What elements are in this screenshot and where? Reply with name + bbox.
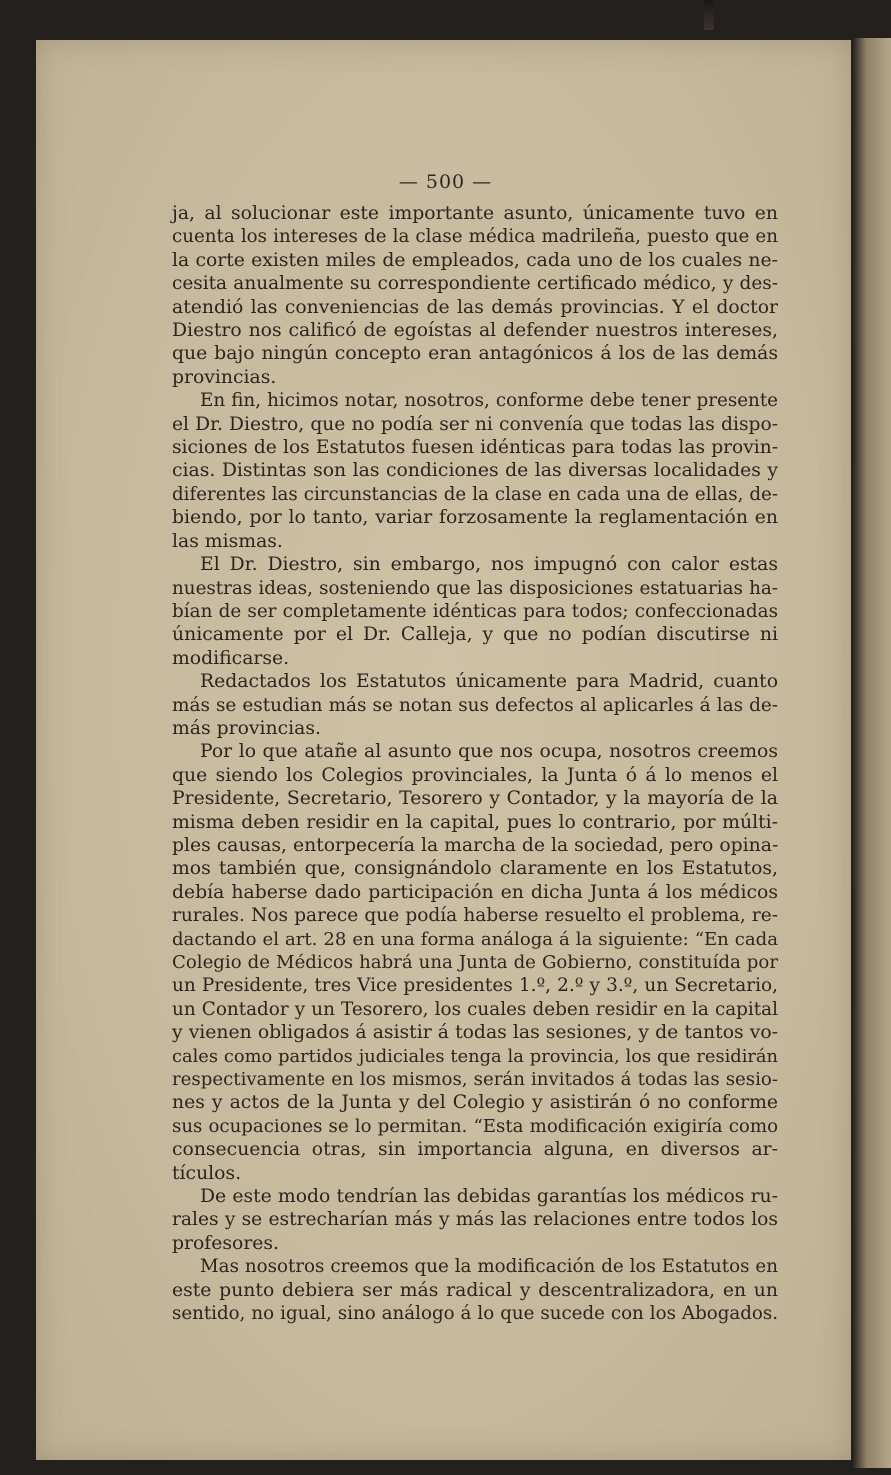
text-line: provincias.: [172, 366, 277, 388]
text-line: rales y se estrecharían más y más las relaciones entre todos los: [172, 1209, 778, 1231]
text-line: más se estudian más se notan sus defectos al aplicarles á las de-: [172, 694, 778, 716]
text-line: y vienen obligados á asistir á todas las sesiones, y de tantos vo-: [172, 1022, 778, 1044]
text-line: que siendo los Colegios provinciales, la Junta ó á lo menos el: [172, 764, 778, 786]
text-line: cias. Distintas son las condiciones de las diversas localidades y: [172, 460, 778, 482]
text-line: tículos.: [172, 1162, 242, 1184]
text-line: consecuencia otras, sin importancia alguna, en diversos ar-: [172, 1139, 778, 1161]
text-line: las mismas.: [172, 530, 283, 552]
text-line: biendo, por lo tanto, variar forzosamente la reglamentación en: [172, 507, 778, 529]
text-line: Presidente, Secretario, Tesorero y Contador, y la mayoría de la: [172, 788, 778, 810]
text-line: El Dr. Diestro, sin embargo, nos impugnó con calor estas: [200, 554, 778, 576]
text-line: rurales. Nos parece que podía haberse resuelto el problema, re-: [172, 905, 778, 927]
text-line: dactando el art. 28 en una forma análoga á la siguiente: “En cada: [172, 928, 778, 950]
text-line: En fin, hicimos notar, nosotros, conforme debe tener presente: [200, 390, 778, 412]
binding-mark: [704, 0, 714, 30]
adjacent-page-edge: [853, 38, 891, 1468]
text-line: Por lo que atañe al asunto que nos ocupa, nosotros creemos: [200, 741, 778, 763]
text-line: diferentes las circunstancias de la clase en cada una de ellas, de-: [172, 483, 778, 505]
text-line: cales como partidos judiciales tenga la provincia, los que residirán: [172, 1045, 778, 1067]
text-line: sus ocupaciones se lo permitan. “Esta modificación exigiría como: [172, 1115, 778, 1137]
text-line: nes y actos de la Junta y del Colegio y asistirán ó no conforme: [172, 1092, 778, 1114]
text-line: únicamente por el Dr. Calleja, y que no podían discutirse ni: [172, 624, 778, 646]
text-line: debía haberse dado participación en dicha Junta á los médicos: [172, 881, 778, 903]
text-line: nuestras ideas, sosteniendo que las disposiciones estatuarias ha-: [172, 577, 778, 599]
text-line: este punto debiera ser más radical y descentralizadora, en un: [172, 1279, 778, 1301]
text-line: ja, al solucionar este importante asunto, únicamente tuvo en: [172, 203, 778, 224]
text-line: De este modo tendrían las debidas garantías los médicos ru-: [200, 1186, 778, 1208]
text-line: profesores.: [172, 1232, 280, 1254]
text-line: atendió las conveniencias de las demás provincias. Y el doctor: [172, 296, 778, 318]
text-line: un Contador y un Tesorero, los cuales deben residir en la capital: [172, 998, 778, 1020]
text-line: el Dr. Diestro, que no podía ser ni convenía que todas las dispo-: [172, 413, 778, 435]
text-line: misma deben residir en la capital, pues lo contrario, por múlti-: [172, 811, 778, 833]
text-line: cesita anualmente su correspondiente certificado médico, y des-: [172, 273, 778, 295]
text-line: mos también que, consignándolo claramente en los Estatutos,: [172, 858, 778, 880]
text-line: un Presidente, tres Vice presidentes 1.º, 2.º y 3.º, un Secretario,: [172, 975, 778, 997]
page-number: — 500 —: [398, 171, 493, 193]
text-line: modificarse.: [172, 647, 290, 669]
text-line: bían de ser completamente idénticas para todos; confeccionadas: [172, 600, 778, 622]
text-line: Redactados los Estatutos únicamente para Madrid, cuanto: [200, 671, 778, 693]
body-text: [172, 202, 778, 1326]
text-line: respectivamente en los mismos, serán invitados á todas las sesio-: [172, 1069, 778, 1091]
text-line: más provincias.: [172, 717, 321, 739]
text-line: que bajo ningún concepto eran antagónicos á los de las demás: [172, 343, 778, 365]
text-line: Diestro nos calificó de egoístas al defender nuestros intereses,: [172, 320, 778, 342]
text-line: cuenta los intereses de la clase médica madrileña, puesto que en: [172, 226, 778, 248]
text-line: Mas nosotros creemos que la modificación de los Estatutos en: [200, 1256, 778, 1278]
text-line: ples causas, entorpecería la marcha de la sociedad, pero opina-: [172, 834, 779, 856]
text-line: sentido, no igual, sino análogo á lo que sucede con los Abogados.: [172, 1303, 778, 1325]
text-line: siciones de los Estatutos fuesen idénticas para todas las provin-: [172, 437, 778, 459]
text-line: la corte existen miles de empleados, cada uno de los cuales ne-: [172, 249, 778, 271]
text-line: Colegio de Médicos habrá una Junta de Gobierno, constituída por: [172, 952, 778, 973]
